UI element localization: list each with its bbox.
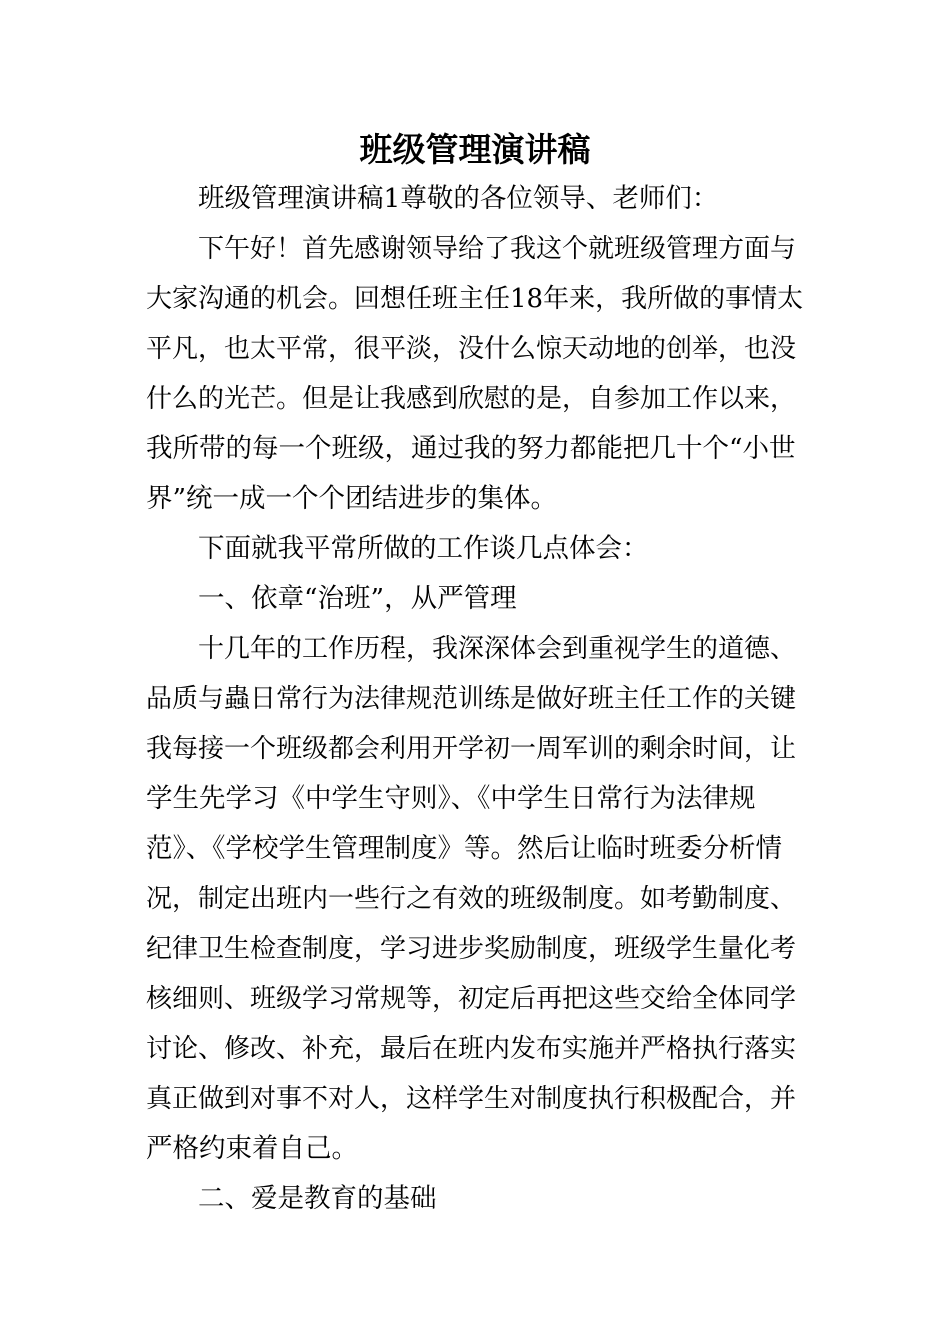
text-line: 什么的光芒。但是让我感到欣慰的是，自参加工作以来， — [146, 384, 797, 414]
text-line: 十几年的工作历程，我深深体会到重视学生的道德、 — [198, 634, 797, 664]
text-line: 我所带的每一个班级，通过我的努力都能把几十个“小世 — [146, 433, 796, 464]
text-line: 品质与蟲日常行为法律规范训练是做好班主任工作的关键 — [146, 684, 797, 714]
text-line: 讨论、修改、补充，最后在班内发布实施并严格执行落实 — [146, 1034, 797, 1064]
text-line: 大家沟通的机会。回想任班主任18年来，我所做的事情太 — [146, 284, 804, 314]
text-line: 严格约束着自己。 — [146, 1133, 358, 1164]
document-title: 班级管理演讲稿 — [359, 130, 591, 169]
text-line: 下午好！首先感谢领导给了我这个就班级管理方面与 — [198, 234, 797, 264]
text-line: 班级管理演讲稿1尊敬的各位领导、老师们： — [198, 183, 719, 214]
text-line: 界”统一成一个个团结进步的集体。 — [146, 483, 558, 514]
text-line: 我每接一个班级都会利用开学初一周军训的剩余时间，让 — [146, 734, 797, 764]
text-line: 学生先学习《中学生守则》、《中学生日常行为法律规 — [146, 783, 756, 814]
text-line: 一、依章“治班”，从严管理 — [198, 583, 517, 614]
text-line: 真正做到对事不对人，这样学生对制度执行积极配合，并 — [146, 1084, 797, 1114]
text-line: 纪律卫生检查制度，学习进步奖励制度，班级学生量化考 — [146, 934, 797, 964]
text-line: 平凡，也太平常，很平淡，没什么惊天动地的创举，也没 — [146, 334, 797, 364]
text-line: 核细则、班级学习常规等，初定后再把这些交给全体同学 — [146, 984, 797, 1014]
text-line: 二、爱是教育的基础 — [198, 1183, 437, 1214]
text-line: 况，制定出班内一些行之有效的班级制度。如考勤制度、 — [146, 884, 797, 914]
text-line: 范》、《学校学生管理制度》等。然后让临时班委分析情 — [146, 833, 782, 864]
text-line: 下面就我平常所做的工作谈几点体会： — [198, 533, 649, 564]
